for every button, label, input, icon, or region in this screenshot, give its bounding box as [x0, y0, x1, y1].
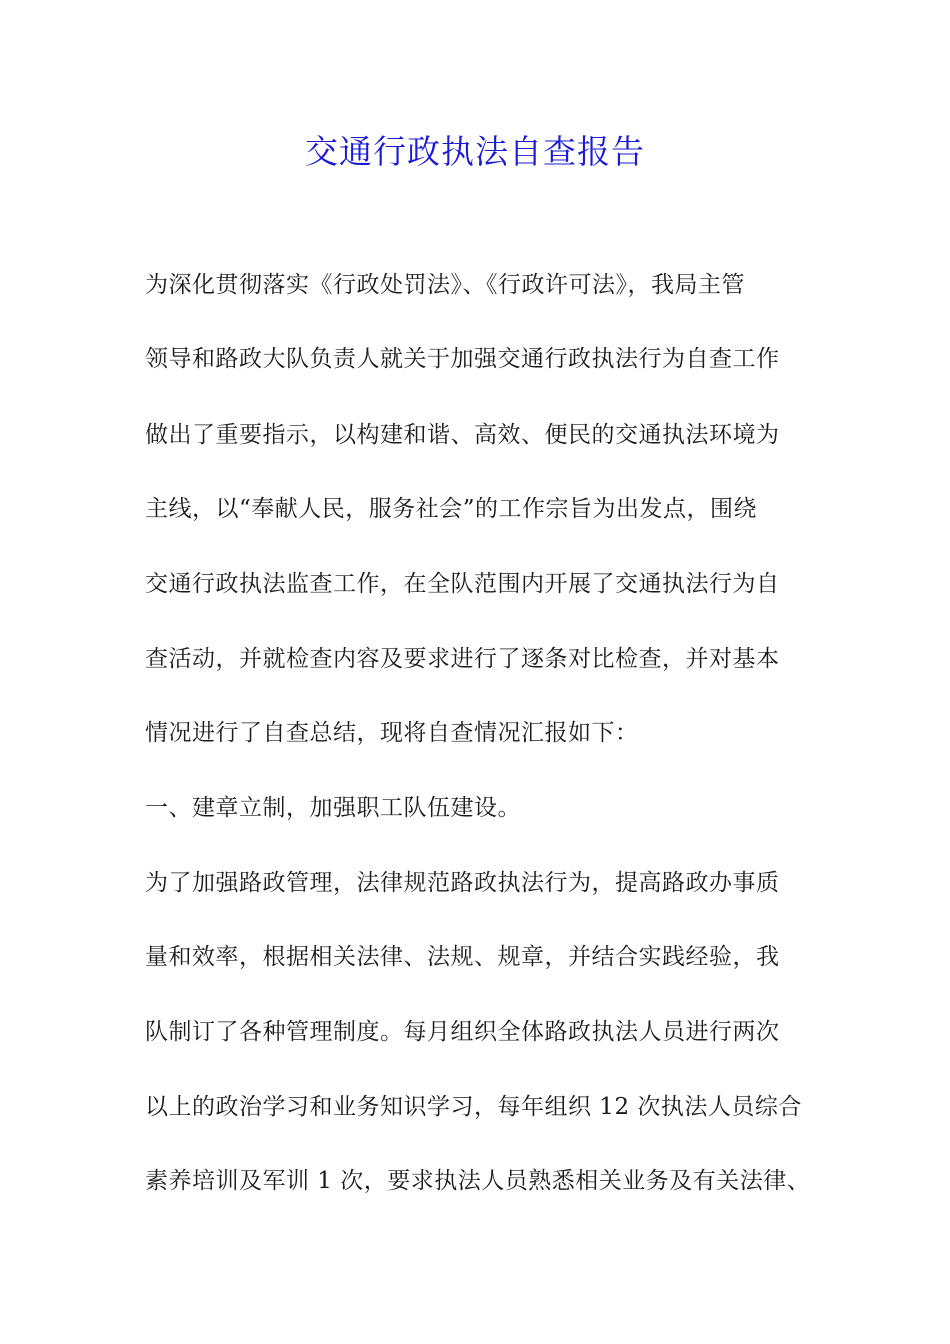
body-line-10: 量和效率，根据相关法律、法规、规章，并结合实践经验，我	[145, 944, 780, 970]
body-line-5: 交通行政执法监查工作，在全队范围内开展了交通执法行为自	[145, 571, 780, 597]
body-line-9: 为了加强路政管理，法律规范路政执法行为，提高路政办事质	[145, 870, 780, 896]
body-line-12: 以上的政治学习和业务知识学习，每年组织 12 次执法人员综合	[145, 1094, 802, 1120]
section-heading-1: 一、建章立制，加强职工队伍建设。	[145, 795, 521, 821]
body-line-2: 领导和路政大队负责人就关于加强交通行政执法行为自查工作	[145, 346, 780, 372]
body-line-6: 查活动，并就检查内容及要求进行了逐条对比检查，并对基本	[145, 646, 780, 672]
body-line-13: 素养培训及军训 1 次，要求执法人员熟悉相关业务及有关法律、	[145, 1168, 811, 1194]
document-title: 交通行政执法自查报告	[305, 132, 645, 171]
body-line-4: 主线，以“奉献人民，服务社会”的工作宗旨为出发点，围绕	[145, 496, 758, 522]
body-line-3: 做出了重要指示，以构建和谐、高效、便民的交通执法环境为	[145, 422, 780, 448]
body-line-11: 队制订了各种管理制度。每月组织全体路政执法人员进行两次	[145, 1019, 780, 1045]
body-line-1: 为深化贯彻落实《行政处罚法》、《行政许可法》，我局主管	[145, 272, 745, 298]
body-line-7: 情况进行了自查总结，现将自查情况汇报如下：	[145, 720, 639, 746]
